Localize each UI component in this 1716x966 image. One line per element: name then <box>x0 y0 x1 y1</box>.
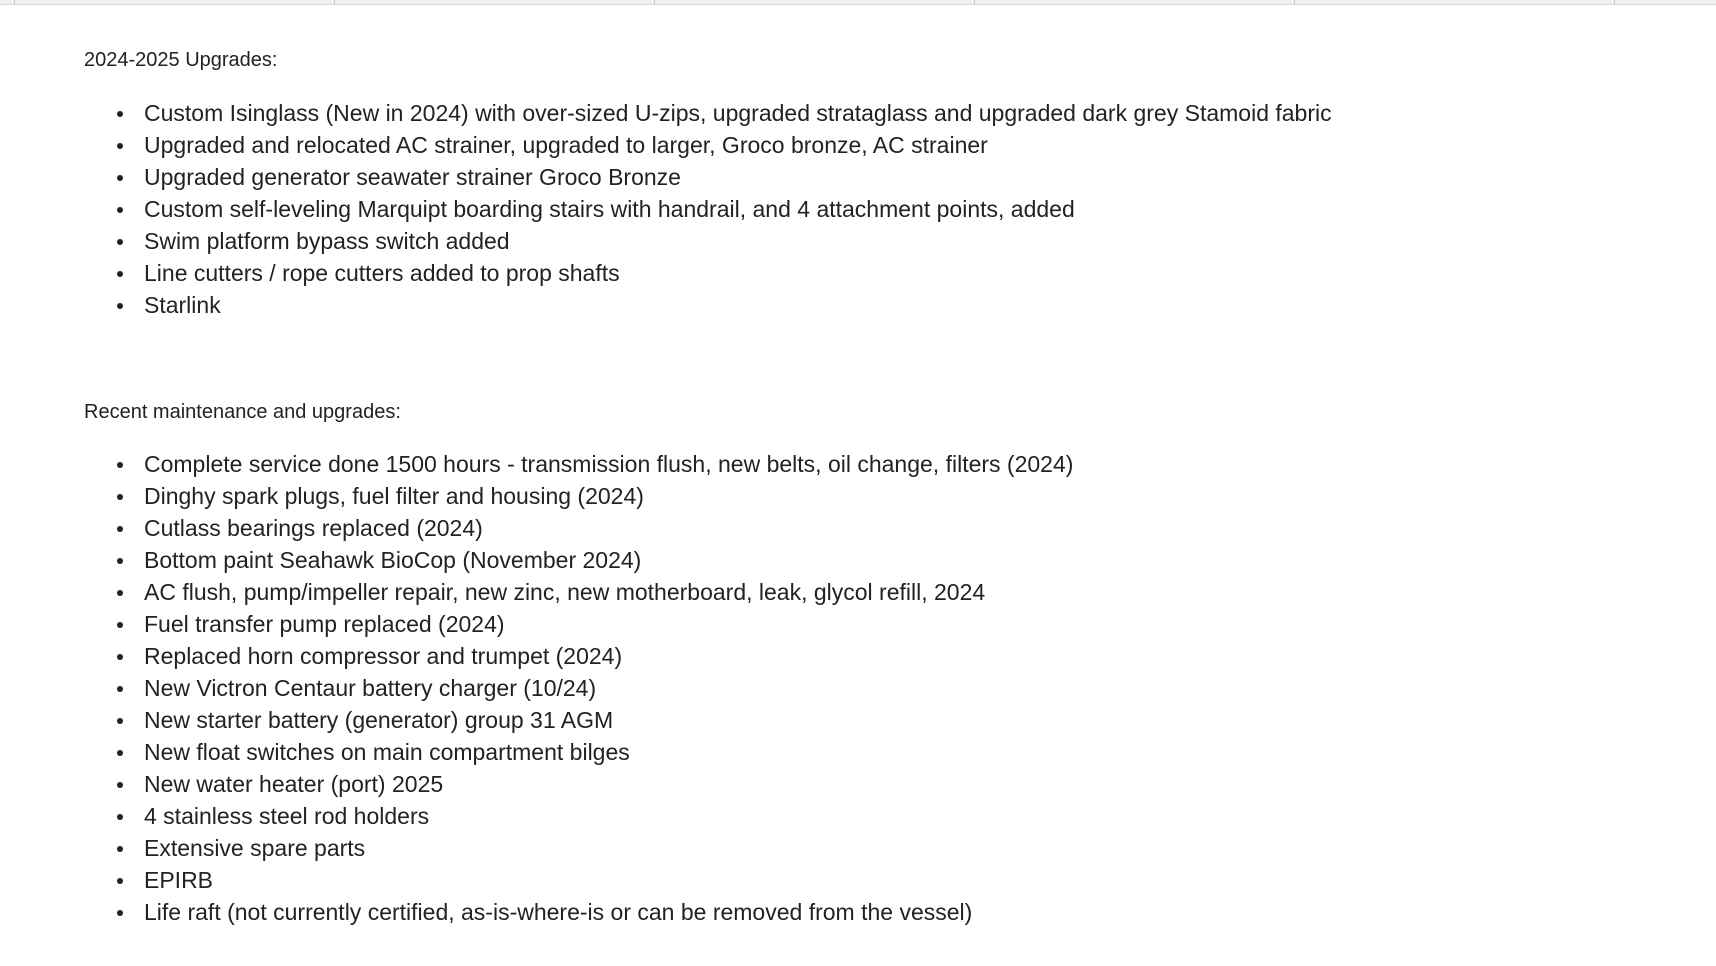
upgrades-list <box>84 97 1332 321</box>
list-item: AC flush, pump/impeller repair, new zinc, new motherboard, leak, glycol refill, 2024 <box>84 576 1073 608</box>
list-item: Bottom paint Seahawk BioCop (November 2024) <box>84 544 1073 576</box>
maintenance-list <box>84 448 1073 928</box>
list-item: New starter battery (generator) group 31 AGM <box>84 704 1073 736</box>
list-item: Upgraded generator seawater strainer Groco Bronze <box>84 161 1332 193</box>
list-item: Fuel transfer pump replaced (2024) <box>84 608 1073 640</box>
list-item: New water heater (port) 2025 <box>84 768 1073 800</box>
list-item: New Victron Centaur battery charger (10/24) <box>84 672 1073 704</box>
list-item: Life raft (not currently certified, as-is-where-is or can be removed from the vessel) <box>84 896 1073 928</box>
upgrades-heading: 2024-2025 Upgrades: <box>84 49 278 71</box>
tab-divider <box>1614 0 1615 4</box>
list-item: Cutlass bearings replaced (2024) <box>84 512 1073 544</box>
top-tab-strip <box>0 0 1716 5</box>
list-item: Dinghy spark plugs, fuel filter and housing (2024) <box>84 480 1073 512</box>
tab-divider <box>1294 0 1295 4</box>
list-item: Swim platform bypass switch added <box>84 225 1332 257</box>
tab-divider <box>654 0 655 4</box>
list-item: 4 stainless steel rod holders <box>84 800 1073 832</box>
tab-divider <box>334 0 335 4</box>
list-item: EPIRB <box>84 864 1073 896</box>
list-item: Complete service done 1500 hours - transmission flush, new belts, oil change, filters (2024) <box>84 448 1073 480</box>
maintenance-heading: Recent maintenance and upgrades: <box>84 401 401 423</box>
tab-divider <box>14 0 15 4</box>
list-item: Extensive spare parts <box>84 832 1073 864</box>
list-item: Starlink <box>84 289 1332 321</box>
list-item: Custom Isinglass (New in 2024) with over-sized U-zips, upgraded strataglass and upgraded dark grey Stamoid fabric <box>84 97 1332 129</box>
list-item: Replaced horn compressor and trumpet (2024) <box>84 640 1073 672</box>
list-item: Custom self-leveling Marquipt boarding stairs with handrail, and 4 attachment points, added <box>84 193 1332 225</box>
list-item: Upgraded and relocated AC strainer, upgraded to larger, Groco bronze, AC strainer <box>84 129 1332 161</box>
tab-divider <box>974 0 975 4</box>
list-item: Line cutters / rope cutters added to prop shafts <box>84 257 1332 289</box>
list-item: New float switches on main compartment bilges <box>84 736 1073 768</box>
